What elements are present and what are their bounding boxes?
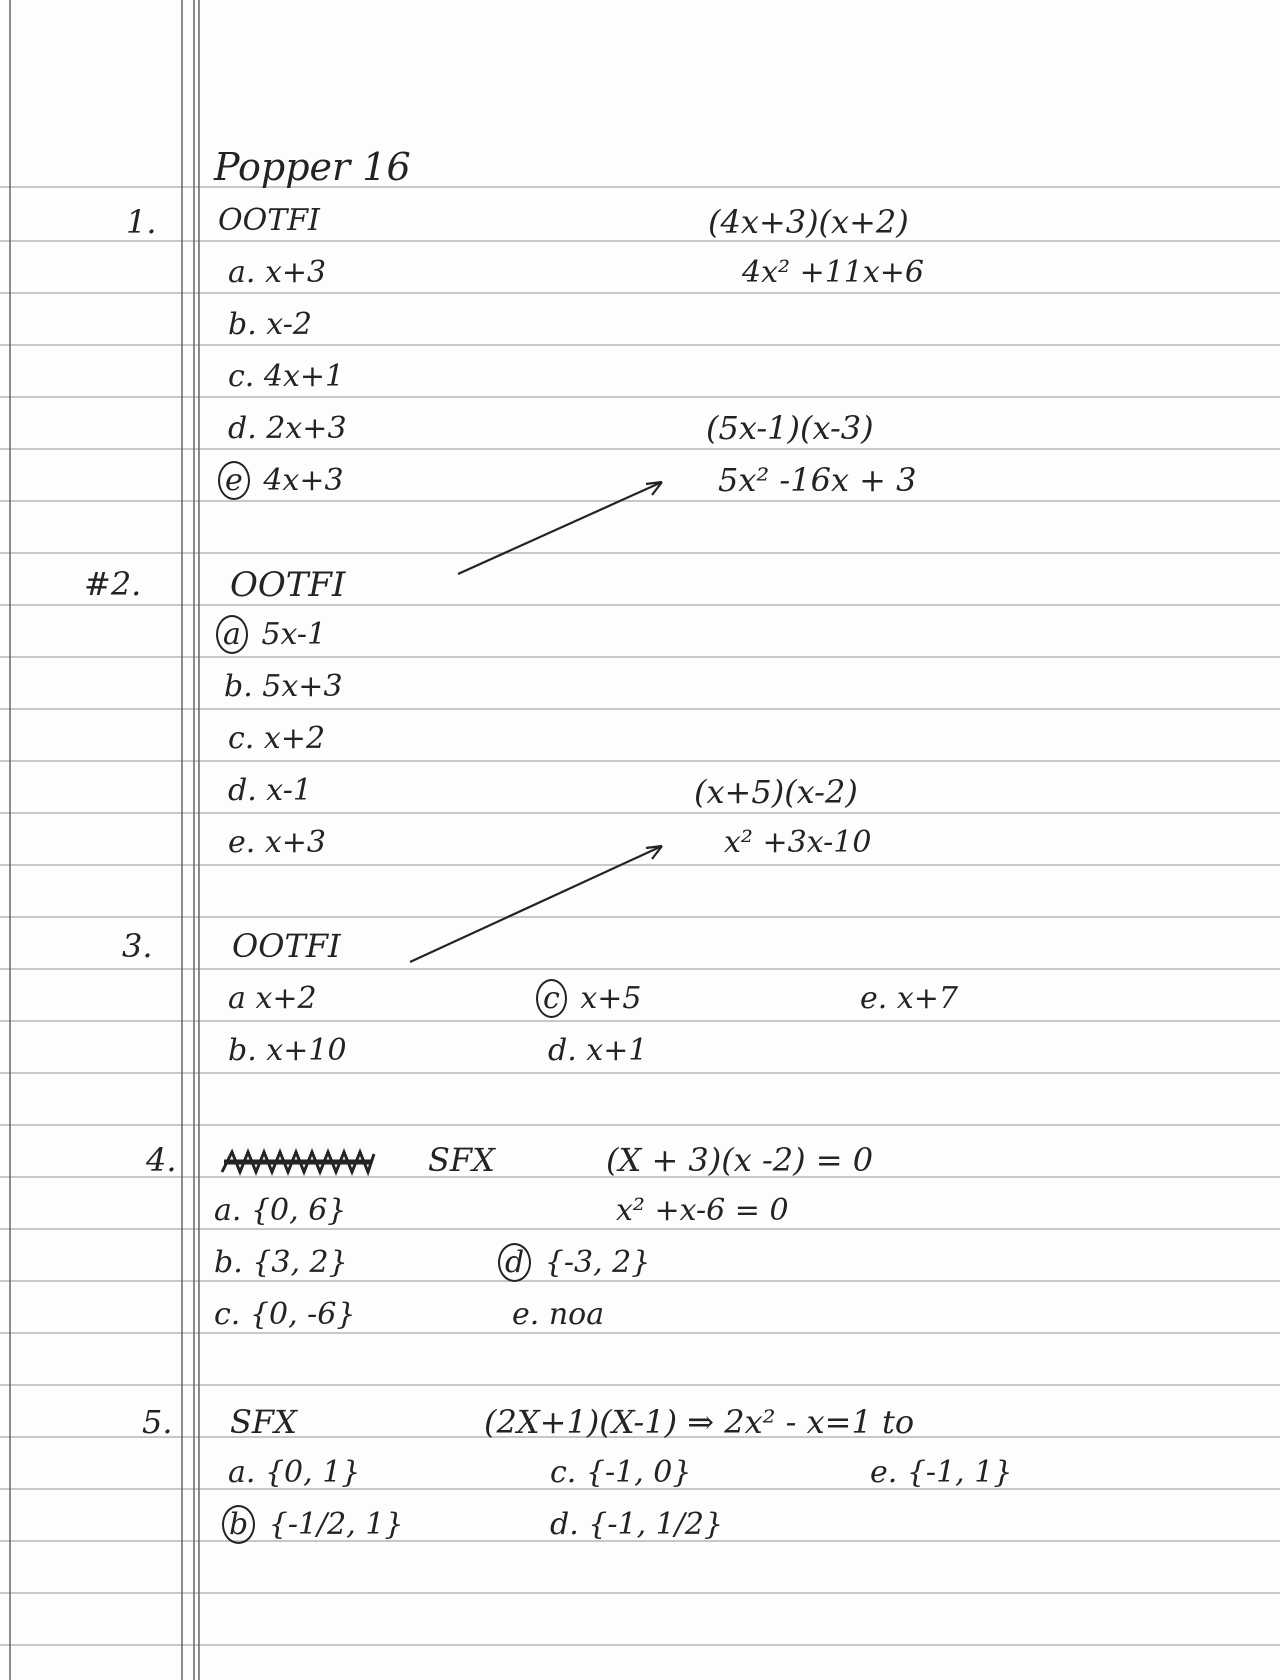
arrow-problem-2: [458, 482, 662, 574]
problem-4-work-line-1: (X + 3)(x -2) = 0: [606, 1141, 874, 1179]
choice-letter: c.: [214, 1297, 241, 1332]
choice-letter: e.: [228, 825, 256, 860]
choice-text: {3, 2}: [252, 1245, 348, 1280]
problem-3-work-line-2: x² +3x-10: [724, 825, 872, 860]
choice-text: {0, 6}: [250, 1193, 347, 1228]
problem-2-work-line-2: 5x² -16x + 3: [718, 461, 917, 499]
problem-5-method: SFX: [230, 1403, 297, 1441]
choice-text: 4x+3: [263, 463, 344, 498]
problem-4-number: 4.: [146, 1141, 177, 1179]
choice-text: {-1, 0}: [585, 1455, 692, 1490]
choice-text: {0, -6}: [249, 1297, 356, 1332]
selected-answer-circle: a: [216, 615, 248, 654]
arrow-problem-3: [410, 846, 662, 962]
choice-letter: d.: [228, 411, 257, 446]
choice-text: {-1, 1/2}: [588, 1507, 724, 1542]
page-title: Popper 16: [214, 145, 411, 189]
problem-1-work-line-2: 4x² +11x+6: [742, 255, 925, 290]
problem-4-work-line-2: x² +x-6 = 0: [616, 1193, 789, 1228]
choice-letter: d.: [548, 1033, 577, 1068]
problem-5-work-line-1: (2X+1)(X-1) ⇒ 2x² - x=1 to: [484, 1403, 915, 1441]
choice-text: {-1/2, 1}: [268, 1507, 404, 1542]
choice-letter: d.: [228, 773, 257, 808]
choice-text: x+2: [263, 721, 326, 756]
choice-text: x-2: [266, 307, 312, 342]
choice-text: x+10: [266, 1033, 347, 1068]
choice-letter: b.: [224, 669, 253, 704]
choice-letter: b.: [228, 307, 257, 342]
choice-text: 5x-1: [261, 617, 327, 652]
choice-letter: c.: [550, 1455, 577, 1490]
problem-1-method: OOTFI: [218, 203, 320, 238]
choice-text: x+7: [896, 981, 958, 1016]
choice-text: {0, 1}: [264, 1455, 361, 1490]
choice-letter: c.: [228, 721, 255, 756]
selected-answer-circle: e: [218, 461, 250, 500]
choice-text: {-3, 2}: [544, 1245, 651, 1280]
choice-text: x+3: [264, 255, 327, 290]
choice-letter: a: [228, 981, 246, 1016]
choice-text: x+1: [586, 1033, 648, 1068]
problem-2-method: OOTFI: [230, 565, 346, 605]
problem-2-work-line-1: (5x-1)(x-3): [706, 409, 874, 447]
choice-letter: d.: [550, 1507, 579, 1542]
choice-text: 5x+3: [262, 669, 343, 704]
choice-text: x+3: [264, 825, 326, 860]
problem-5-number: 5.: [142, 1403, 173, 1441]
choice-text: noa: [548, 1297, 605, 1332]
choice-letter: c.: [228, 359, 255, 394]
choice-letter: e.: [512, 1297, 540, 1332]
choice-text: x+2: [255, 981, 317, 1016]
problem-1-work-line-1: (4x+3)(x+2): [708, 203, 909, 241]
choice-text: {-1, 1}: [906, 1455, 1013, 1490]
selected-answer-circle: c: [536, 979, 567, 1018]
choice-letter: a.: [214, 1193, 242, 1228]
choice-letter: e.: [870, 1455, 898, 1490]
problem-1-number: 1.: [126, 203, 157, 241]
choice-letter: b.: [228, 1033, 257, 1068]
problem-3-method: OOTFI: [232, 927, 341, 965]
choice-letter: a.: [228, 1455, 256, 1490]
problem-3-number: 3.: [122, 927, 153, 965]
choice-letter: a.: [228, 255, 256, 290]
choice-letter: e.: [860, 981, 888, 1016]
selected-answer-circle: d: [498, 1243, 531, 1282]
problem-4-method: SFX: [428, 1141, 495, 1179]
choice-letter: b.: [214, 1245, 243, 1280]
choice-text: x-1: [266, 773, 312, 808]
choice-text: x+5: [580, 981, 642, 1016]
choice-text: 4x+1: [263, 359, 345, 394]
selected-answer-circle: b: [222, 1505, 255, 1544]
problem-3-work-line-1: (x+5)(x-2): [694, 773, 858, 811]
choice-text: 2x+3: [266, 411, 347, 446]
problem-2-number: #2.: [84, 565, 142, 603]
